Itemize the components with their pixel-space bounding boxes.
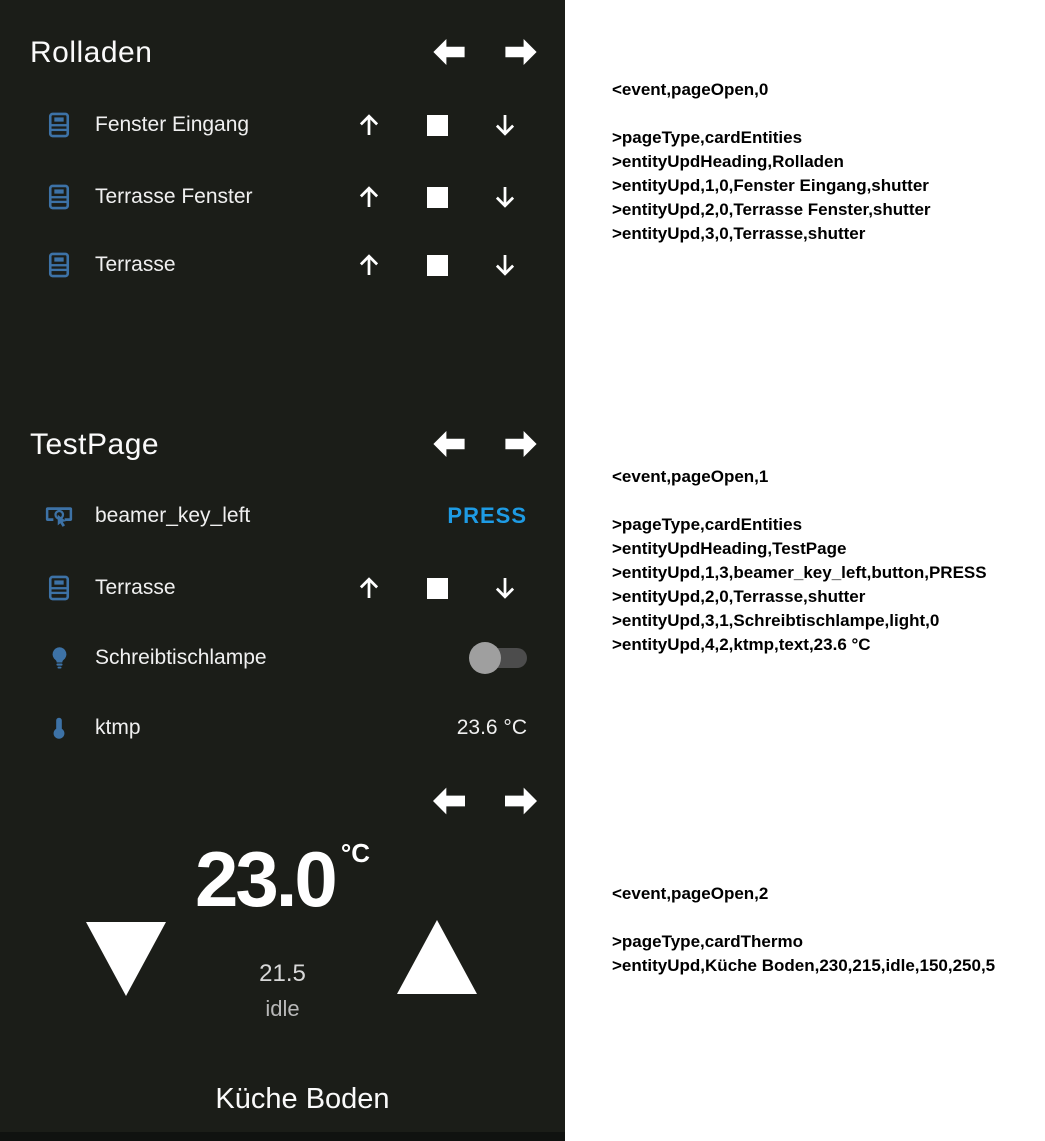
shutter-up-button[interactable]: [353, 109, 385, 141]
log-block-page2: [612, 882, 1042, 978]
entity-label: Terrasse Fenster: [95, 185, 253, 208]
prev-page-button[interactable]: [433, 430, 465, 457]
log-line: >entityUpdHeading,Rolladen: [612, 152, 844, 171]
arrow-down-icon: [490, 250, 520, 280]
entity-label: Fenster Eingang: [95, 113, 250, 136]
shutter-controls: [353, 239, 521, 291]
shutter-down-button[interactable]: [489, 572, 521, 604]
current-temperature: [0, 835, 565, 923]
arrow-down-icon: [490, 573, 520, 603]
current-temperature-value: 23.0: [195, 835, 335, 923]
arrow-left-icon: [433, 431, 465, 457]
next-page-button[interactable]: [505, 430, 537, 457]
target-temperature: 21.5: [259, 960, 306, 987]
card-testpage: [0, 428, 565, 788]
lightbulb-icon: [44, 643, 74, 673]
arrow-left-icon: [433, 787, 465, 815]
shutter-down-button[interactable]: [489, 181, 521, 213]
arrow-down-icon: [490, 110, 520, 140]
thermostat-title: Küche Boden: [215, 1083, 390, 1115]
entity-label: Schreibtischlampe: [95, 646, 267, 669]
shutter-down-button[interactable]: [489, 109, 521, 141]
entity-row: [0, 702, 565, 754]
shutter-up-button[interactable]: [353, 181, 385, 213]
log-line: >entityUpd,2,0,Terrasse Fenster,shutter: [612, 200, 931, 219]
toggle-knob: [469, 642, 501, 674]
log-line: [612, 489, 1042, 513]
log-line: >entityUpd,1,3,beamer_key_left,button,PRESS: [612, 563, 987, 582]
entity-row: [0, 171, 565, 223]
stop-square-icon: [427, 578, 448, 599]
shutter-stop-button[interactable]: [421, 249, 453, 281]
stop-square-icon: [427, 115, 448, 136]
log-line: >entityUpd,3,0,Terrasse,shutter: [612, 224, 866, 243]
arrow-up-icon: [354, 250, 384, 280]
page-title: Rolladen: [30, 36, 153, 69]
page-nav: [433, 430, 537, 457]
log-block-page0: [612, 78, 1042, 246]
arrow-up-icon: [354, 110, 384, 140]
log-line: >pageType,cardEntities: [612, 515, 803, 534]
arrow-right-icon: [505, 431, 537, 457]
next-page-button[interactable]: [505, 787, 537, 814]
log-line: >pageType,cardThermo: [612, 932, 803, 951]
log-line: >entityUpd,2,0,Terrasse,shutter: [612, 587, 866, 606]
card-rolladen: [0, 36, 565, 316]
gesture-tap-button-icon: [44, 501, 74, 531]
shutter-up-button[interactable]: [353, 249, 385, 281]
shutter-controls: [353, 171, 521, 223]
log-block-page1: [612, 465, 1042, 657]
window-shutter-icon: [44, 110, 74, 140]
log-line: >entityUpd,Küche Boden,230,215,idle,150,250,5: [612, 956, 996, 975]
entity-row: [0, 562, 565, 614]
shutter-down-button[interactable]: [489, 249, 521, 281]
shutter-stop-button[interactable]: [421, 572, 453, 604]
stop-square-icon: [427, 255, 448, 276]
arrow-up-icon: [354, 182, 384, 212]
log-line: >entityUpdHeading,TestPage: [612, 539, 847, 558]
arrow-left-icon: [433, 39, 465, 65]
shutter-stop-button[interactable]: [421, 109, 453, 141]
arrow-right-icon: [505, 787, 537, 815]
temperature-unit: °C: [340, 838, 370, 868]
hvac-state: idle: [265, 996, 300, 1021]
shutter-up-button[interactable]: [353, 572, 385, 604]
arrow-down-icon: [490, 182, 520, 212]
light-toggle-switch[interactable]: [469, 642, 527, 674]
log-line: <event,pageOpen,0: [612, 80, 769, 99]
window-shutter-icon: [44, 182, 74, 212]
entity-row: [0, 490, 565, 542]
thermometer-icon: [44, 713, 74, 743]
arrow-right-icon: [505, 39, 537, 65]
log-line: >pageType,cardEntities: [612, 128, 803, 147]
press-button[interactable]: PRESS: [447, 503, 527, 528]
shutter-controls: [353, 99, 521, 151]
page-nav: [433, 787, 537, 814]
shutter-stop-button[interactable]: [421, 181, 453, 213]
window-shutter-icon: [44, 573, 74, 603]
window-shutter-icon: [44, 250, 74, 280]
entity-label: Terrasse: [95, 576, 176, 599]
sensor-value: 23.6 °C: [456, 716, 527, 739]
log-line: >entityUpd,1,0,Fenster Eingang,shutter: [612, 176, 929, 195]
entity-row: [0, 239, 565, 291]
prev-page-button[interactable]: [433, 787, 465, 814]
log-line: >entityUpd,3,1,Schreibtischlampe,light,0: [612, 611, 940, 630]
log-line: >entityUpd,4,2,ktmp,text,23.6 °C: [612, 635, 871, 654]
shutter-controls: [353, 562, 521, 614]
log-line: [612, 906, 1042, 930]
prev-page-button[interactable]: [433, 38, 465, 65]
log-line: <event,pageOpen,1: [612, 467, 769, 486]
next-page-button[interactable]: [505, 38, 537, 65]
entity-label: beamer_key_left: [95, 504, 251, 527]
panel-bottom-strip: [0, 1132, 565, 1141]
page-title: TestPage: [30, 428, 160, 461]
entity-row: [0, 632, 565, 684]
entity-label: ktmp: [95, 716, 141, 739]
entity-row: [0, 99, 565, 151]
log-line: [612, 102, 1042, 126]
page-nav: [433, 38, 537, 65]
log-line: <event,pageOpen,2: [612, 884, 769, 903]
arrow-up-icon: [354, 573, 384, 603]
entity-label: Terrasse: [95, 253, 176, 276]
stop-square-icon: [427, 187, 448, 208]
